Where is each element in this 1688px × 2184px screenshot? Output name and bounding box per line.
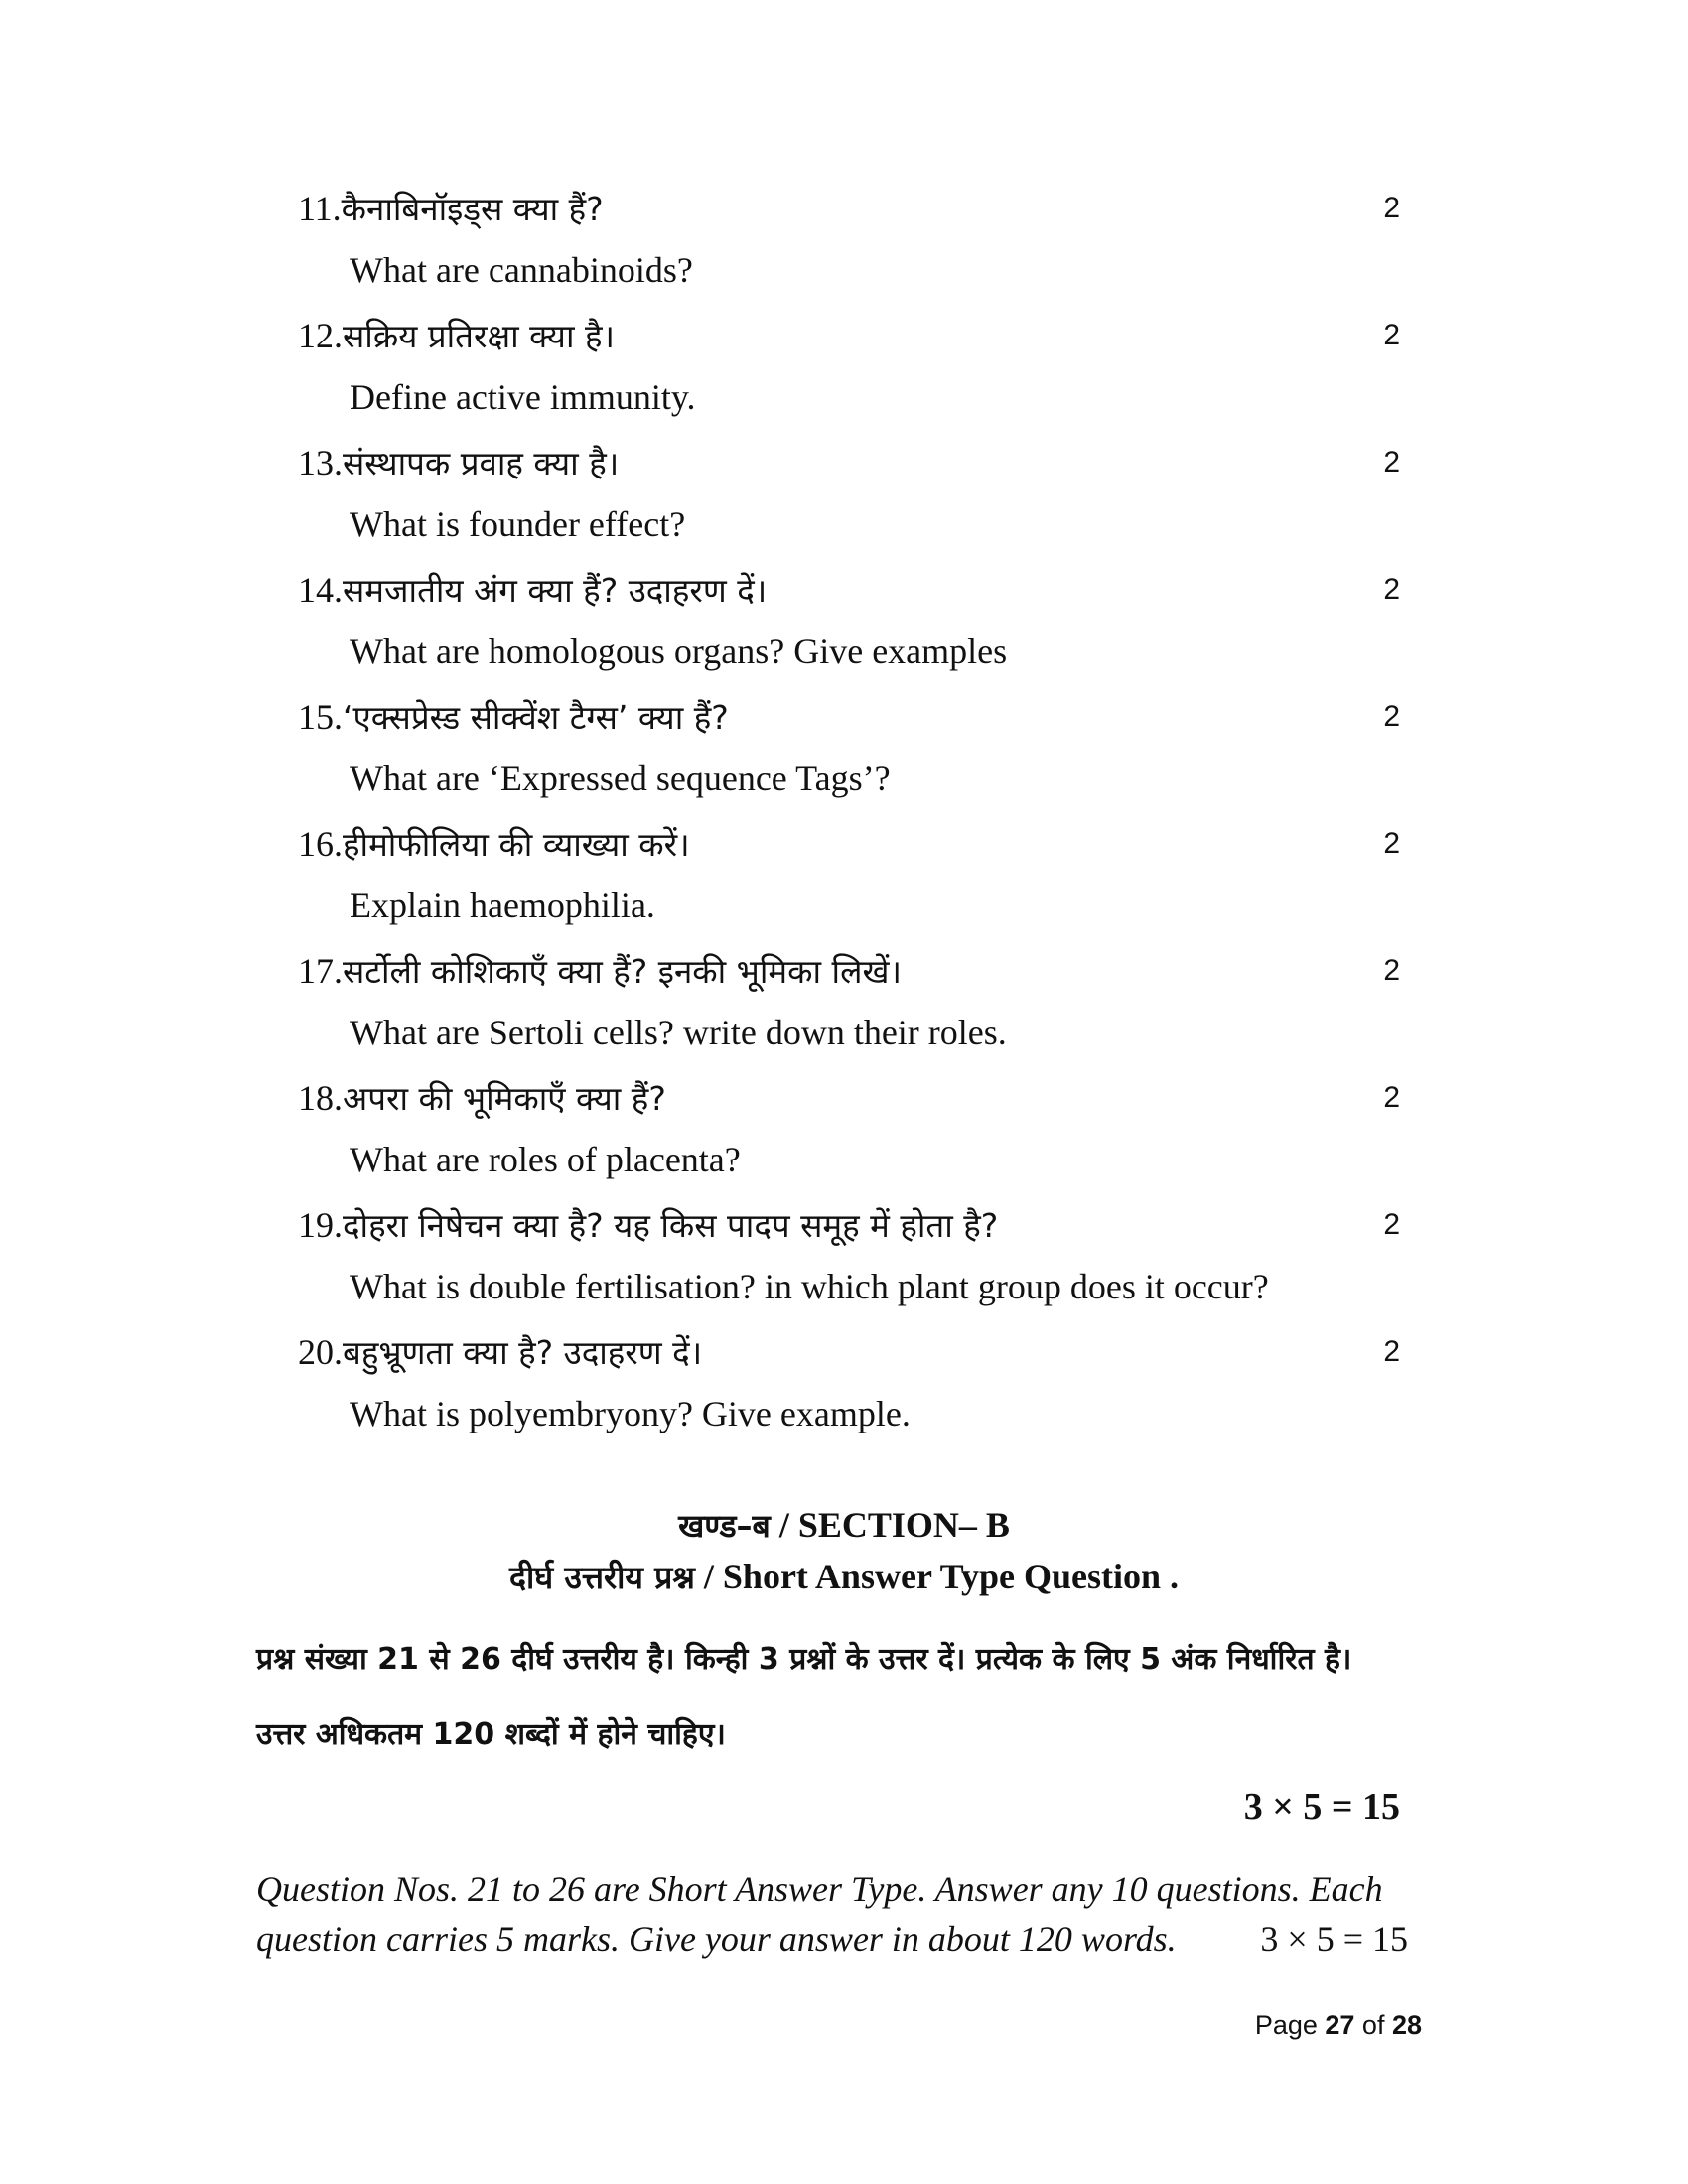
question-hindi bbox=[298, 1068, 666, 1129]
question-english: What are cannabinoids? bbox=[350, 250, 693, 290]
question-hindi-text: सर्टोली कोशिकाएँ क्या हैं? इनकी भूमिका लिखें। bbox=[343, 952, 902, 991]
question-item bbox=[298, 179, 1400, 306]
page-current: 27 bbox=[1325, 2010, 1355, 2040]
question-item bbox=[298, 1068, 1400, 1195]
marks-formula: 3 × 5 = 15 bbox=[1243, 1786, 1400, 1828]
section-subtitle-hindi: दीर्घ उत्तरीय प्रश्न bbox=[509, 1559, 695, 1596]
question-marks: 2 bbox=[1383, 827, 1400, 860]
question-number: 20. bbox=[298, 1332, 343, 1372]
question-item bbox=[298, 1322, 1400, 1449]
question-item bbox=[298, 433, 1400, 560]
instructions-english-text: Question Nos. 21 to 26 are Short Answer Type. Answer any 10 questions. Each question carries 5 marks. Give your answer in about 120 words. bbox=[256, 1869, 1383, 1959]
question-marks: 2 bbox=[1383, 1208, 1400, 1241]
question-hindi bbox=[298, 306, 615, 366]
page-footer bbox=[1255, 2005, 1422, 2045]
question-hindi-text: अपरा की भूमिकाएँ क्या हैं? bbox=[343, 1079, 666, 1118]
question-hindi-text: हीमोफीलिया की व्याख्या करें। bbox=[343, 825, 690, 864]
question-number: 14. bbox=[298, 570, 343, 610]
question-item bbox=[298, 1195, 1400, 1322]
question-hindi bbox=[298, 814, 690, 875]
question-english: What are ‘Expressed sequence Tags’? bbox=[350, 758, 891, 798]
question-marks: 2 bbox=[1383, 1335, 1400, 1368]
question-marks: 2 bbox=[1383, 700, 1400, 733]
question-english: What are Sertoli cells? write down their roles. bbox=[350, 1013, 1007, 1052]
question-hindi-text: संस्थापक प्रवाह क्या है। bbox=[343, 444, 620, 482]
question-hindi bbox=[298, 560, 767, 620]
question-hindi bbox=[298, 433, 619, 493]
question-number: 18. bbox=[298, 1078, 343, 1118]
section-subtitle bbox=[0, 1549, 1688, 1605]
question-english: What are homologous organs? Give examples bbox=[350, 631, 1008, 671]
instructions-english-marks: 3 × 5 = 15 bbox=[1260, 1919, 1408, 1959]
question-english: What is polyembryony? Give example. bbox=[350, 1394, 911, 1433]
question-hindi-text: ‘एक्सप्रेस्ड सीक्वेंश टैग्स’ क्या हैं? bbox=[343, 698, 729, 737]
question-hindi bbox=[298, 687, 729, 748]
question-item bbox=[298, 814, 1400, 941]
page-label: Page bbox=[1254, 2010, 1326, 2040]
question-number: 13. bbox=[298, 443, 343, 482]
question-english: Explain haemophilia. bbox=[350, 886, 655, 925]
question-english: What is double fertilisation? in which plant group does it occur? bbox=[350, 1267, 1269, 1306]
section-title bbox=[0, 1497, 1688, 1554]
question-marks: 2 bbox=[1383, 573, 1400, 606]
question-english: Define active immunity. bbox=[350, 377, 696, 417]
question-hindi-text: सक्रिय प्रतिरक्षा क्या है। bbox=[343, 317, 616, 355]
section-title-english: / SECTION– B bbox=[770, 1505, 1010, 1545]
question-hindi bbox=[298, 941, 902, 1002]
question-hindi bbox=[298, 179, 604, 239]
section-title-hindi: खण्ड–ब bbox=[678, 1507, 771, 1545]
question-list bbox=[298, 179, 1400, 1449]
question-hindi-text: बहुभ्रूणता क्या है? उदाहरण दें। bbox=[343, 1333, 703, 1372]
question-item bbox=[298, 560, 1400, 687]
question-item bbox=[298, 687, 1400, 814]
page-of-label: of bbox=[1354, 2010, 1392, 2040]
question-number: 11. bbox=[298, 189, 342, 228]
question-item bbox=[298, 306, 1400, 433]
question-hindi-text: दोहरा निषेचन क्या है? यह किस पादप समूह में होता है? bbox=[343, 1206, 999, 1245]
question-hindi bbox=[298, 1322, 702, 1383]
question-marks: 2 bbox=[1383, 1081, 1400, 1114]
question-marks: 2 bbox=[1383, 954, 1400, 987]
question-number: 19. bbox=[298, 1205, 343, 1245]
question-number: 16. bbox=[298, 824, 343, 864]
question-number: 15. bbox=[298, 697, 343, 737]
question-marks: 2 bbox=[1383, 319, 1400, 351]
question-number: 17. bbox=[298, 951, 343, 991]
question-english: What is founder effect? bbox=[350, 504, 686, 544]
question-item bbox=[298, 941, 1400, 1068]
question-hindi-text: कैनाबिनॉइड्स क्या हैं? bbox=[341, 190, 604, 228]
page-total: 28 bbox=[1391, 2010, 1422, 2040]
question-english: What are roles of placenta? bbox=[350, 1140, 741, 1179]
question-hindi bbox=[298, 1195, 998, 1256]
question-number: 12. bbox=[298, 316, 343, 355]
question-marks: 2 bbox=[1383, 192, 1400, 224]
section-subtitle-english: / Short Answer Type Question . bbox=[694, 1557, 1179, 1596]
instructions-hindi: प्रश्न संख्या 21 से 26 दीर्घ उत्तरीय है। किन्ही 3 प्रश्नों के उत्तर दें। प्रत्येक के लिए 5 अंक निर्धारित है। उत्तर अधिकतम 120 शब्दों में होने चाहिए। bbox=[256, 1642, 1352, 1752]
question-hindi-text: समजातीय अंग क्या हैं? उदाहरण दें। bbox=[343, 571, 768, 610]
instructions-english bbox=[256, 1864, 1408, 1964]
question-marks: 2 bbox=[1383, 446, 1400, 478]
